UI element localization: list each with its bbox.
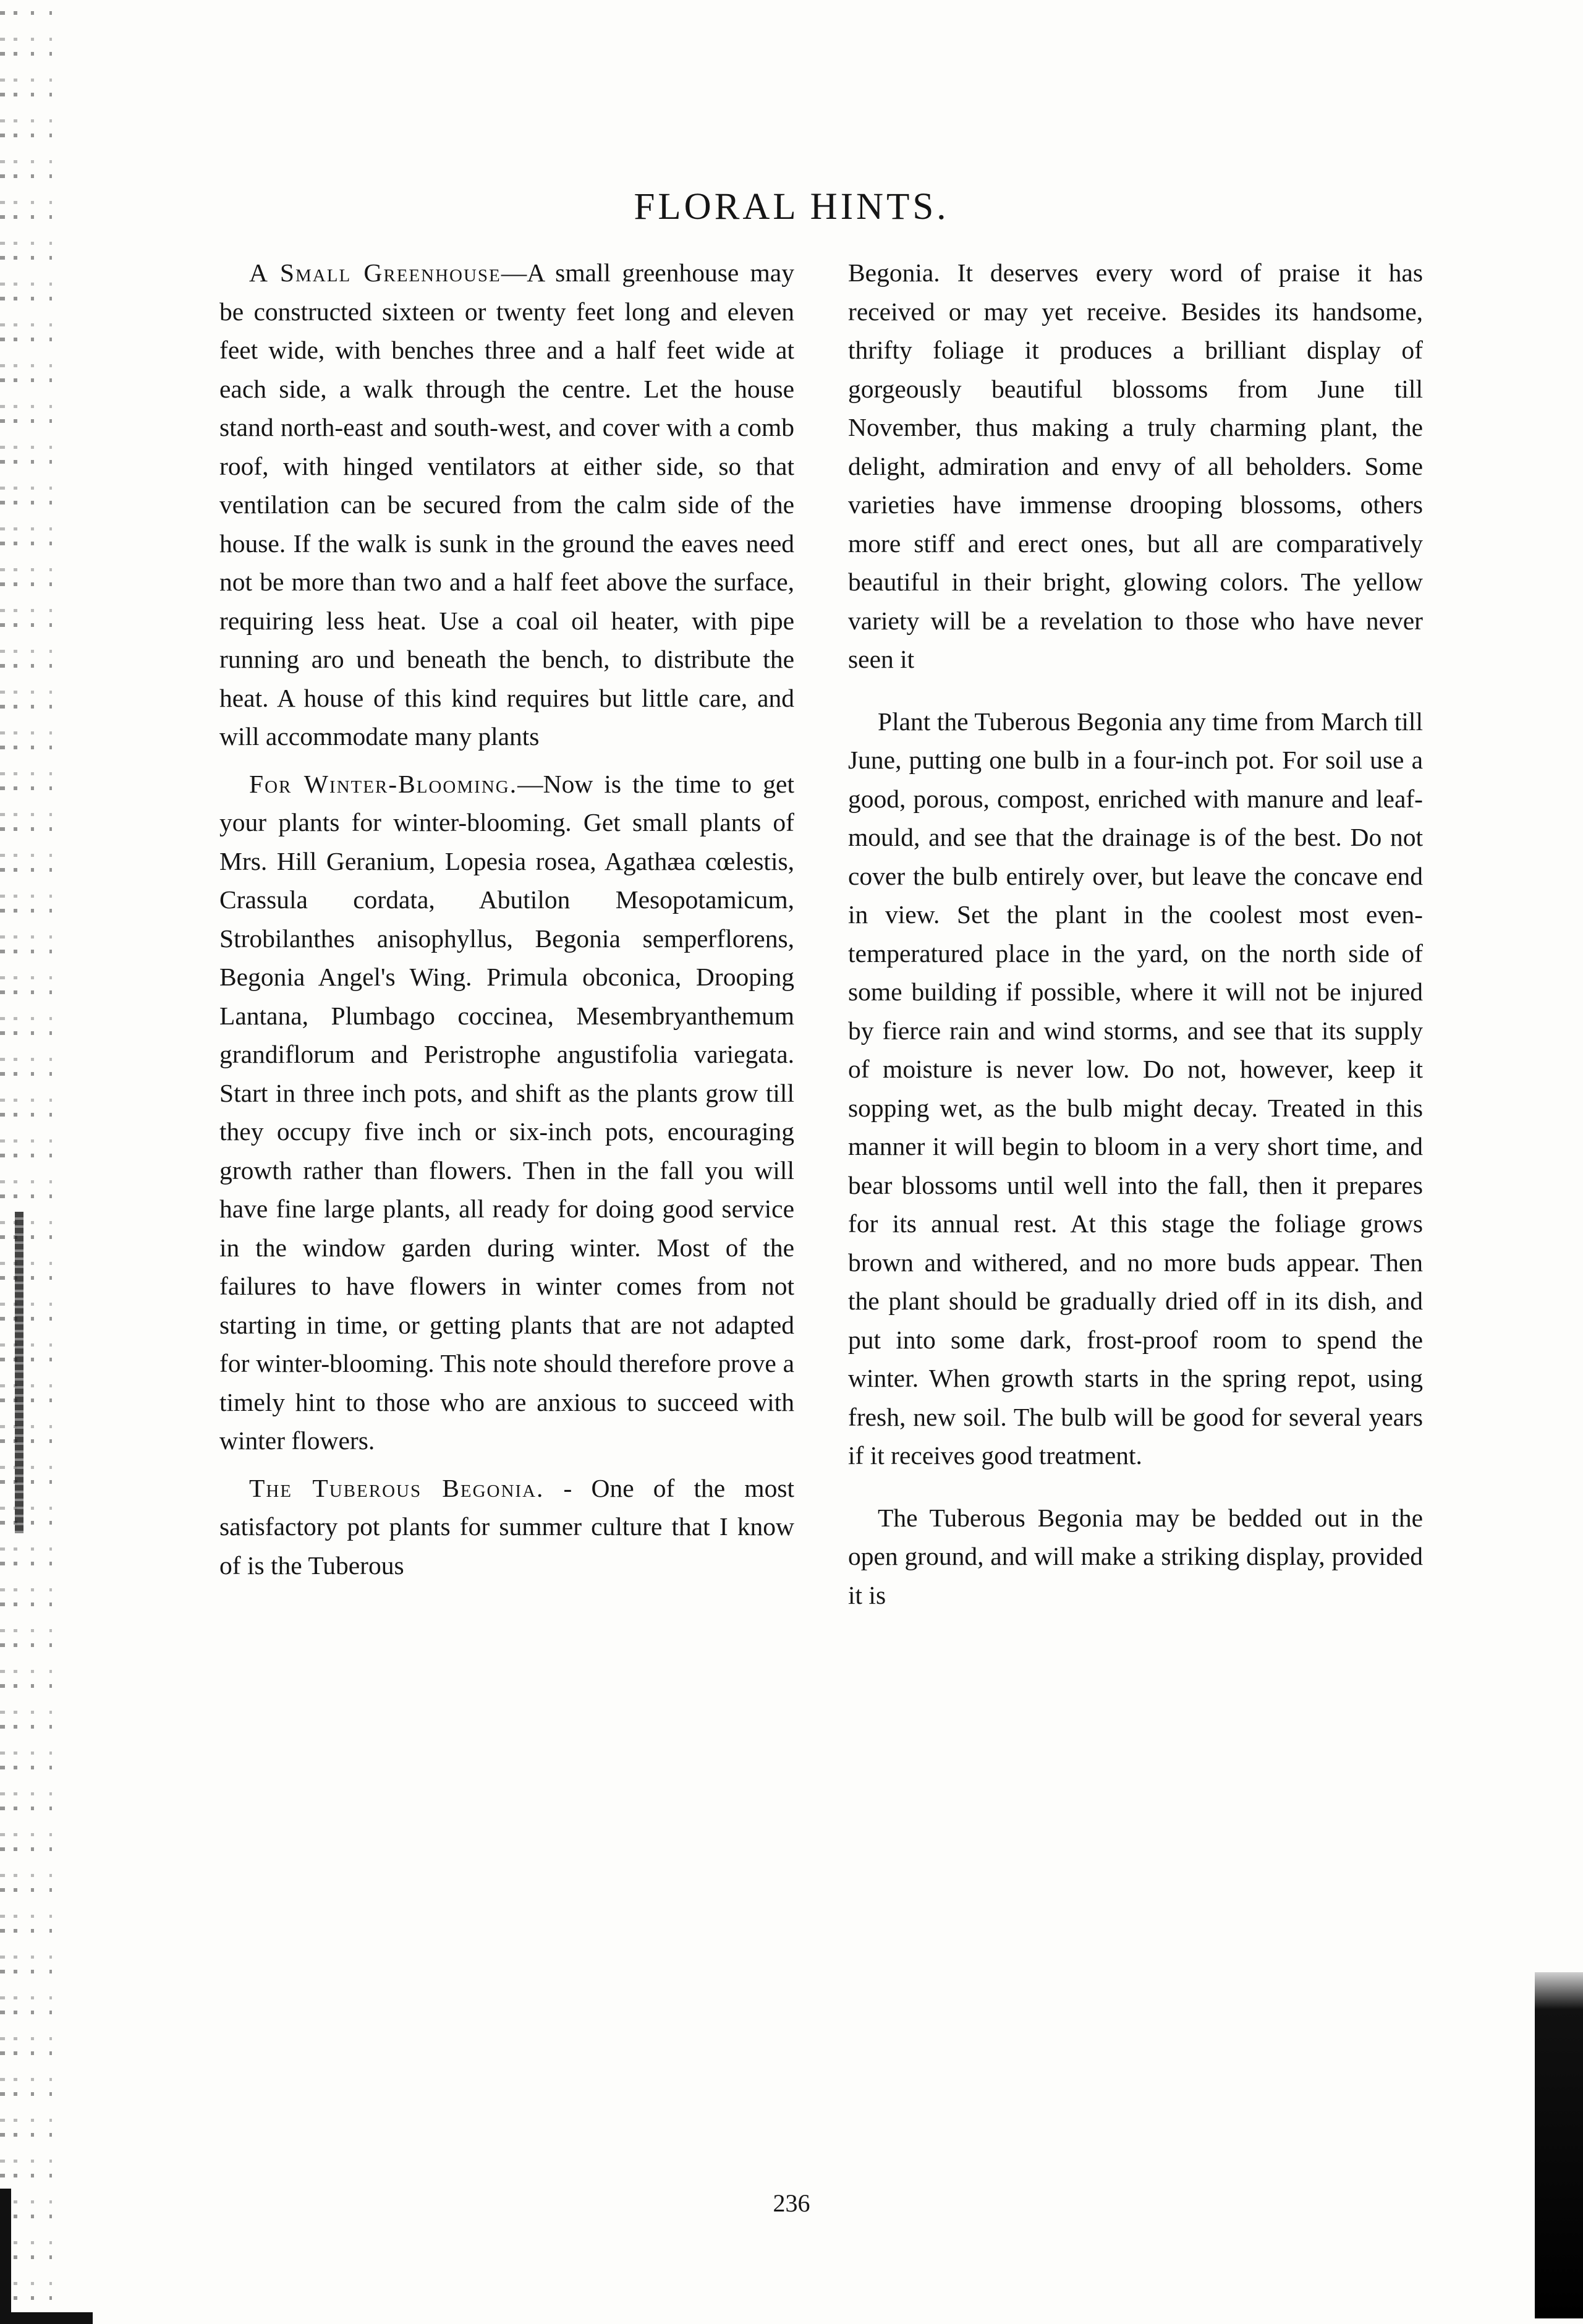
scan-edge-right-artifact: [1527, 1972, 1583, 2318]
section-body: Now is the time to get your plants for winter-blooming. Get small plants of Mrs. Hill Geranium, Lopesia rosea, Agathæa cœlestis, Crassula cordata, Abutilon Mesopotamicum, Strobilanthes anisophyllus, Begonia semperflorens, Begonia Angel's Wing. Primula obconica, Drooping Lantana, Plumbago coccinea, Mesembryanthemum grandiflorum and Peristrophe angustifolia variegata. Start in three inch pots, and shift as the plants grow till they occupy five inch or six-inch pots, encouraging growth rather than flowers. Then in the fall you will have fine large plants, all ready for doing good service in the window garden during winter. Most of the failures to have flowers in winter comes from not starting in time, or getting plants that are not adapted for winter-blooming. This note should therefore prove a timely hint to those who are anxious to succeed with winter flowers.: [219, 769, 795, 1455]
right-column: [848, 253, 1423, 1638]
heading-separator: —: [501, 258, 527, 287]
section-heading: The Tuberous Begonia.: [249, 1473, 545, 1502]
section-body: One of the most satisfactory pot plants for summer culture that I know of is the Tuberous: [219, 1473, 794, 1580]
scan-binding-artifact: [15, 1212, 23, 1533]
section-tuberous-begonia: [219, 1469, 794, 1585]
section-body: A small greenhouse may be constructed sixteen or twenty feet long and eleven feet wide, with benches three and a half feet wide at each side, a walk through the centre. Let the house stand north-east and south-west, and cover with a comb roof, with hinged ventilators at either side, so that ventilation can be secured from the calm side of the house. If the walk is sunk in the ground the eaves need not be more than two and a half feet above the surface, requiring less heat. Use a coal oil heater, with pipe running aro und beneath the bench, to distribute the heat. A house of this kind requires but little care, and will accommodate many plants: [219, 258, 794, 751]
paragraph-bedding: The Tuberous Begonia may be bedded out in the open ground, and will make a striking display, provided it is: [848, 1503, 1423, 1609]
left-column: [219, 253, 794, 1593]
section-heading: A Small Greenhouse: [249, 258, 501, 287]
page-number: 236: [773, 2189, 810, 2217]
scan-edge-left-artifact: [0, 0, 93, 2324]
paragraph-planting: Plant the Tuberous Begonia any time from March till June, putting one bulb in a four-inch pot. For soil use a good, porous, compost, enriched with manure and leaf-mould, and see that the drainage is of the best. Do not cover the bulb entirely over, but leave the concave end in view. Set the plant in the coolest most even-temperatured place in the yard, on the north side of some building if possible, where it will not be injured by fierce rain and wind storms, and see that its supply of moisture is never low. Do not, however, keep it sopping wet, as the bulb might decay. Treated in this manner it will begin to bloom in a very short time, and bear blossoms until well into the fall, then it prepares for its annual rest. At this stage the foliage grows brown and withered, and no more buds appear. Then the plant should be gradually dried off in its dish, and put into some dark, frost-proof room to spend the winter. When growth starts in the spring repot, using fresh, new soil. The bulb will be good for several years if it receives good treatment.: [848, 707, 1423, 1470]
section-winter-blooming: [219, 765, 794, 1460]
paragraph-continued: Begonia. It deserves every word of praise it has received or may yet receive. Besides its handsome, thrifty foliage it produces a brilliant display of gorgeously beautiful blossoms from June till November, thus making a truly charming plant, the delight, admiration and envy of all beholders. Some varieties have immense drooping blossoms, others more stiff and erect ones, but all are comparatively beautiful in their bright, glowing colors. The yellow variety will be a revelation to those who have never seen it: [848, 258, 1423, 673]
heading-separator: —: [517, 769, 543, 798]
page-title: FLORAL HINTS.: [634, 186, 949, 228]
heading-separator: -: [544, 1473, 592, 1502]
section-small-greenhouse: [219, 253, 794, 756]
section-heading: For Winter-Blooming.: [249, 769, 518, 798]
